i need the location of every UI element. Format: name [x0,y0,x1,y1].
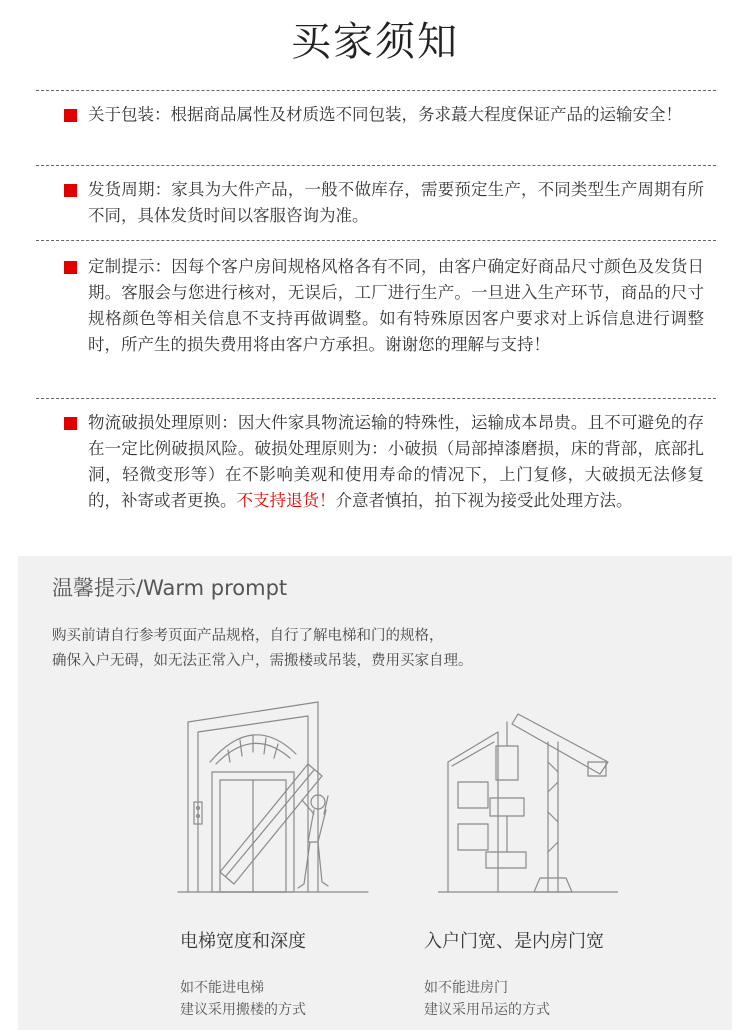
red-square-bullet-icon [64,109,77,122]
notice-text [64,410,704,514]
dashed-divider [36,165,716,166]
dashed-divider [36,240,716,241]
warm-prompt-description [52,624,692,674]
notice-text: 关于包装：根据商品属性及材质选不同包装，务求蕞大程度保证产品的运输安全！ [88,105,682,124]
dashed-divider [36,90,716,91]
notice-customization [64,254,704,358]
no-return-highlight: 不支持退货！ [236,491,336,510]
notice-packaging [64,102,704,128]
warm-desc-line: 购买前请自行参考页面产品规格，自行了解电梯和门的规格， [52,628,444,644]
caption-elevator-line: 如不能进电梯 [180,980,264,996]
notice-text: 定制提示：因每个客户房间规格风格各有不同，由客户确定好商品尺寸颜色及发货日期。客服会与您进行核对，无误后，工厂进行生产。一旦进入生产环节，商品的尺寸规格颜色等相关信息不支持再做调整。如有特殊原因客户要求对上诉信息进行调整时，所产生的损失费用将由客户方承担。谢谢您的理解与支持！ [88,257,704,354]
warm-prompt-panel [18,556,732,1030]
red-square-bullet-icon [64,261,77,274]
caption-door-line: 建议采用吊运的方式 [424,1002,550,1018]
caption-elevator-line: 建议采用搬楼的方式 [180,1002,306,1018]
notice-tail: 介意者慎拍，拍下视为接受此处理方法。 [335,491,633,510]
red-square-bullet-icon [64,184,77,197]
crane-hoisting-illustration [438,702,618,902]
dashed-divider [36,398,716,399]
caption-elevator-title: 电梯宽度和深度 [180,931,306,952]
red-square-bullet-icon [64,417,77,430]
caption-door-title: 入户门宽、是内房门宽 [424,931,604,952]
caption-door-line: 如不能进房门 [424,980,508,996]
page-title: 买家须知 [291,19,459,65]
notice-shipping [64,177,704,229]
elevator-mover-illustration [168,692,378,902]
notice-body: 物流破损处理原则：因大件家具物流运输的特殊性，运输成本昂贵。且不可避免的存在一定比例破损风险。破损处理原则为：小破损（局部掉漆磨损，床的背部，底部扎洞，轻微变形等）在不影响美观和使用寿命的情况下，上门复修，大破损无法修复的，补寄或者更换。 [88,413,704,510]
warm-desc-line: 确保入户无碍，如无法正常入户，需搬楼或吊装，费用买家自理。 [52,653,473,669]
notice-text: 发货周期：家具为大件产品，一般不做库存，需要预定生产，不同类型生产周期有所不同，具体发货时间以客服咨询为准。 [88,180,704,225]
warm-prompt-title: 温馨提示/Warm prompt [52,576,288,600]
notice-logistics [64,410,704,514]
